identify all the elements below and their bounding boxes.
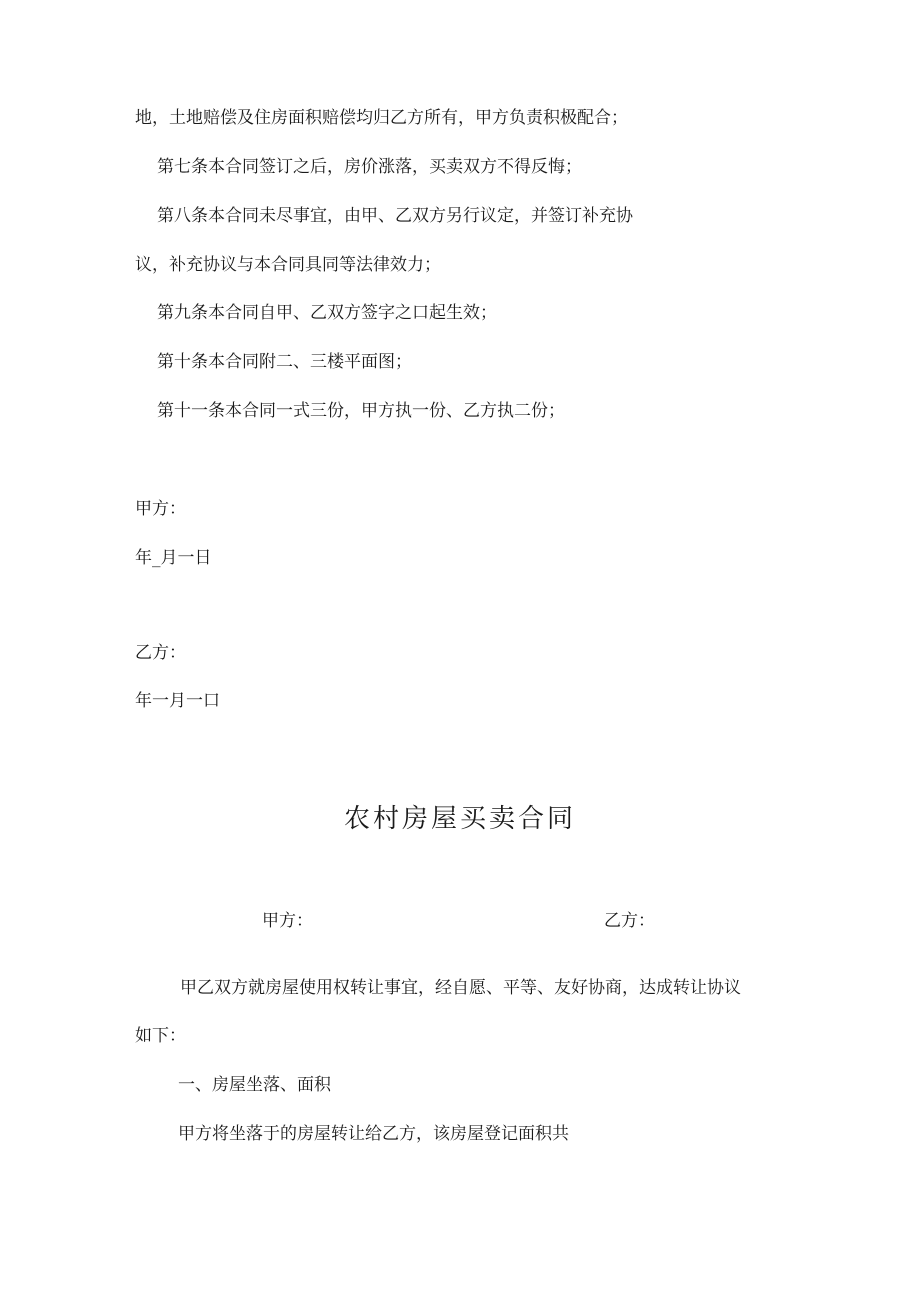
signature-party-b-date: 年一月一口	[135, 691, 220, 711]
signature-party-a-label: 甲方：	[135, 499, 186, 519]
signature-party-a-date: 年_月一日	[135, 548, 212, 568]
clause-10: 第十条本合同附二、三楼平面图；	[157, 352, 412, 372]
clause-8-line1: 第八条本合同未尽事宜，由甲、乙双方另行议定，并签订补充协	[157, 206, 633, 226]
clause-continuation-line: 地，土地赔偿及住房面积赔偿均归乙方所有，甲方负责积极配合；	[135, 108, 628, 128]
clause-11: 第十一条本合同一式三份，甲方执一份、乙方执二份；	[157, 401, 565, 421]
intro-line2: 如下：	[135, 1026, 186, 1046]
intro-line1: 甲乙双方就房屋使用权转让事宜，经自愿、平等、友好协商，达成转让协议	[180, 978, 741, 998]
clause-8-line2: 议，补充协议与本合同具同等法律效力；	[135, 255, 441, 275]
clause-9: 第九条本合同自甲、乙双方签字之口起生效；	[157, 303, 497, 323]
section1-text: 甲方将坐落于的房屋转让给乙方，该房屋登记面积共	[178, 1124, 569, 1144]
header-party-a-label: 甲方：	[262, 911, 313, 931]
clause-7: 第七条本合同签订之后，房价涨落，买卖双方不得反悔；	[157, 157, 582, 177]
section1-heading: 一、房屋坐落、面积	[178, 1075, 331, 1095]
signature-party-b-label: 乙方：	[135, 643, 186, 663]
header-party-b-label: 乙方：	[604, 911, 655, 931]
contract-title: 农村房屋买卖合同	[343, 804, 576, 834]
